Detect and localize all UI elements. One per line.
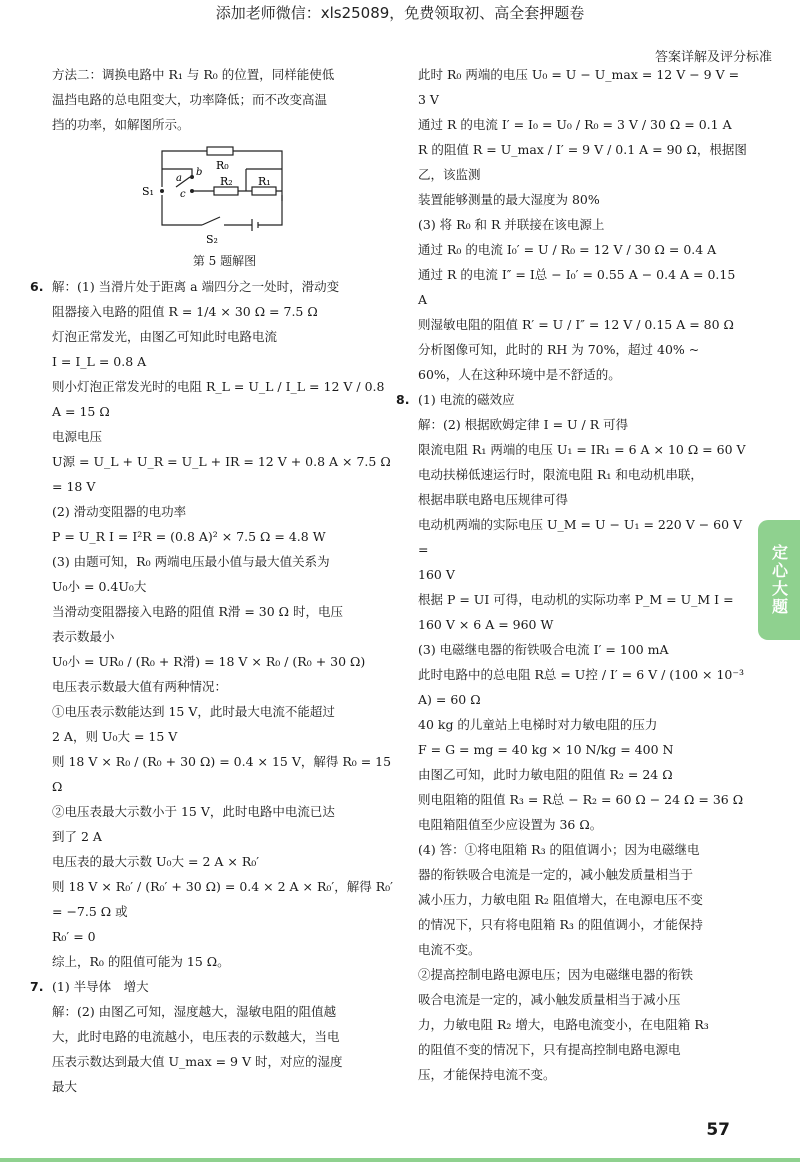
text-line: 7. (1) 半导体 增大 bbox=[52, 974, 397, 999]
text-line: (3) 由题可知，R₀ 两端电压最小值与最大值关系为 bbox=[52, 554, 330, 569]
label-s1: S₁ bbox=[142, 185, 154, 198]
question-number: 8. bbox=[396, 392, 410, 407]
text-line: 8. (1) 电流的磁效应 bbox=[418, 387, 748, 412]
label-s2: S₂ bbox=[206, 233, 218, 246]
top-banner: 添加老师微信：xls25089，免费领取初、高全套押题卷 bbox=[215, 4, 585, 22]
text-line: 电流不变。 bbox=[418, 942, 481, 957]
question-number: 6. bbox=[30, 279, 44, 294]
circuit-diagram bbox=[132, 139, 312, 249]
text-line: R₀′ = 0 bbox=[52, 929, 96, 944]
text-line: 力，力敏电阻 R₂ 增大，电路电流变小，在电阻箱 R₃ bbox=[418, 1017, 709, 1032]
text-line: 根据串联电路电压规律可得 bbox=[418, 492, 569, 507]
text-line: R 的阻值 R = U_max / I′ = 9 V / 0.1 A = 90 Ω，根据图乙，该监测 bbox=[418, 142, 747, 182]
page-number: 57 bbox=[706, 1120, 730, 1140]
text-line: 最大 bbox=[52, 1079, 78, 1094]
left-column bbox=[30, 62, 397, 1099]
text-line: 通过 R₀ 的电流 I₀′ = U / R₀ = 12 V / 30 Ω = 0.4 A bbox=[418, 242, 717, 257]
text-line: 电动扶梯低速运行时，限流电阻 R₁ 和电动机串联， bbox=[418, 467, 703, 482]
text-line: 分析图像可知，此时的 RH 为 70%，超过 40% ~ bbox=[418, 342, 700, 357]
text-line: 的情况下，只有将电阻箱 R₃ 的阻值调小，才能保持 bbox=[418, 917, 703, 932]
right-column bbox=[396, 62, 748, 1087]
text-line: 吸合电流是一定的，减小触发质量相当于减小压 bbox=[418, 992, 681, 1007]
text-line: 压表示数达到最大值 U_max = 9 V 时，对应的湿度 bbox=[52, 1054, 343, 1069]
text-line: 通过 R 的电流 I″ = I总 − I₀′ = 0.55 A − 0.4 A = 0.15 A bbox=[418, 267, 736, 307]
question-number: 7. bbox=[30, 979, 44, 994]
text-line: 2 A，则 U₀大 = 15 V bbox=[52, 729, 178, 744]
text-line: U源 = U_L + U_R = U_L + IR = 12 V + 0.8 A × 7.5 Ω = 18 V bbox=[52, 454, 391, 494]
text-line: 电压表的最大示数 U₀大 = 2 A × R₀′ bbox=[52, 854, 260, 869]
text-line: 减小压力，力敏电阻 R₂ 阻值增大，在电源电压不变 bbox=[418, 892, 703, 907]
text-line: 40 kg 的儿童站上电梯时对力敏电阻的压力 bbox=[418, 717, 658, 732]
section-header: 答案详解及评分标准 bbox=[654, 50, 772, 65]
text-line: 160 V bbox=[418, 567, 455, 582]
text-line: 综上，R₀ 的阻值可能为 15 Ω。 bbox=[52, 954, 230, 969]
text-line: 到了 2 A bbox=[52, 829, 102, 844]
text-line: 挡的功率，如解图所示。 bbox=[52, 117, 190, 132]
text-line: 器的衔铁吸合电流是一定的，减小触发质量相当于 bbox=[418, 867, 694, 882]
label-a: a bbox=[176, 173, 182, 184]
text-line: 则 18 V × R₀′ / (R₀′ + 30 Ω) = 0.4 × 2 A × R₀′，解得 R₀′ = −7.5 Ω 或 bbox=[52, 879, 393, 919]
text-line: 通过 R 的电流 I′ = I₀ = U₀ / R₀ = 3 V / 30 Ω = 0.1 A bbox=[418, 117, 732, 132]
label-b: b bbox=[196, 167, 203, 178]
text-line: 灯泡正常发光，由图乙可知此时电路电流 bbox=[52, 329, 278, 344]
text-line: 60%，人在这种环境中是不舒适的。 bbox=[418, 367, 621, 382]
text-line: 则小灯泡正常发光时的电阻 R_L = U_L / I_L = 12 V / 0.8 A = 15 Ω bbox=[52, 379, 385, 419]
text-line: U₀小 = 0.4U₀大 bbox=[52, 579, 147, 594]
text-line: 温挡电路的总电阻变大，功率降低；而不改变高温 bbox=[52, 92, 328, 107]
text-line: 电源电压 bbox=[52, 429, 103, 444]
text-line: 则湿敏电阻的阻值 R′ = U / I″ = 12 V / 0.15 A = 80 Ω bbox=[418, 317, 734, 332]
text-line: 方法二：调换电路中 R₁ 与 R₀ 的位置，同样能使低 bbox=[52, 67, 335, 82]
text-line: P = U_R I = I²R = (0.8 A)² × 7.5 Ω = 4.8 W bbox=[52, 529, 326, 544]
text-line: 根据 P = UI 可得，电动机的实际功率 P_M = U_M I = bbox=[418, 592, 734, 607]
text-line: U₀小 = UR₀ / (R₀ + R滑) = 18 V × R₀ / (R₀ + 30 Ω) bbox=[52, 654, 366, 669]
text-line: ②提高控制电路电源电压；因为电磁继电器的衔铁 bbox=[418, 967, 694, 982]
text-line: 电动机两端的实际电压 U_M = U − U₁ = 220 V − 60 V = bbox=[418, 517, 743, 557]
text-line: 6. 解：(1) 当滑片处于距离 a 端四分之一处时，滑动变 bbox=[52, 274, 397, 299]
text-line: (2) 滑动变阻器的电功率 bbox=[52, 504, 187, 519]
text-line: 则电阻箱的阻值 R₃ = R总 − R₂ = 60 Ω − 24 Ω = 36 Ω bbox=[418, 792, 744, 807]
text-line: 解：(2) 根据欧姆定律 I = U / R 可得 bbox=[418, 417, 629, 432]
text-line: (4) 答：①将电阻箱 R₃ 的阻值调小；因为电磁继电 bbox=[418, 842, 700, 857]
text-line: 160 V × 6 A = 960 W bbox=[418, 617, 554, 632]
text-line: 此时 R₀ 两端的电压 U₀ = U − U_max = 12 V − 9 V = 3 V bbox=[418, 67, 740, 107]
text-line: 电压表示数最大值有两种情况： bbox=[52, 679, 228, 694]
text-line: 大，此时电路的电流越小，电压表的示数越大，当电 bbox=[52, 1029, 340, 1044]
text-line: 表示数最小 bbox=[52, 629, 115, 644]
text-line: 则 18 V × R₀ / (R₀ + 30 Ω) = 0.4 × 15 V，解得 R₀ = 15 Ω bbox=[52, 754, 392, 794]
text-line: 压，才能保持电流不变。 bbox=[418, 1067, 556, 1082]
text-line: ①电压表示数能达到 15 V，此时最大电流不能超过 bbox=[52, 704, 335, 719]
side-tab-label: 定心大题 bbox=[769, 544, 789, 616]
text-line: F = G = mg = 40 kg × 10 N/kg = 400 N bbox=[418, 742, 674, 757]
text-line: 由图乙可知，此时力敏电阻的阻值 R₂ = 24 Ω bbox=[418, 767, 673, 782]
text-line: 限流电阻 R₁ 两端的电压 U₁ = IR₁ = 6 A × 10 Ω = 60 V bbox=[418, 442, 746, 457]
label-c: c bbox=[180, 189, 186, 200]
figure-caption: 第 5 题解图 bbox=[192, 254, 257, 268]
text-line: 电阻箱阻值至少应设置为 36 Ω。 bbox=[418, 817, 603, 832]
label-r1: R₁ bbox=[258, 175, 271, 188]
text-line: 的阻值不变的情况下，只有提高控制电路电源电 bbox=[418, 1042, 681, 1057]
text-line: 当滑动变阻器接入电路的阻值 R滑 = 30 Ω 时，电压 bbox=[52, 604, 344, 619]
text-line: (3) 将 R₀ 和 R 并联接在该电源上 bbox=[418, 217, 605, 232]
text-line: ②电压表最大示数小于 15 V，此时电路中电流已达 bbox=[52, 804, 335, 819]
label-r0: R₀ bbox=[216, 159, 229, 172]
label-r2: R₂ bbox=[220, 175, 233, 188]
text-line: 装置能够测量的最大湿度为 80% bbox=[418, 192, 600, 207]
text-line: (3) 电磁继电器的衔铁吸合电流 I′ = 100 mA bbox=[418, 642, 669, 657]
text-line: I = I_L = 0.8 A bbox=[52, 354, 147, 369]
text-line: 此时电路中的总电阻 R总 = U控 / I′ = 6 V / (100 × 10⁻³ A) = 60 Ω bbox=[418, 667, 744, 707]
text-line: 解：(2) 由图乙可知，湿度越大，湿敏电阻的阻值越 bbox=[52, 1004, 337, 1019]
text-line: 阻器接入电路的阻值 R = 1/4 × 30 Ω = 7.5 Ω bbox=[52, 304, 318, 319]
side-tab bbox=[758, 520, 800, 640]
bottom-accent-line bbox=[0, 1158, 800, 1162]
